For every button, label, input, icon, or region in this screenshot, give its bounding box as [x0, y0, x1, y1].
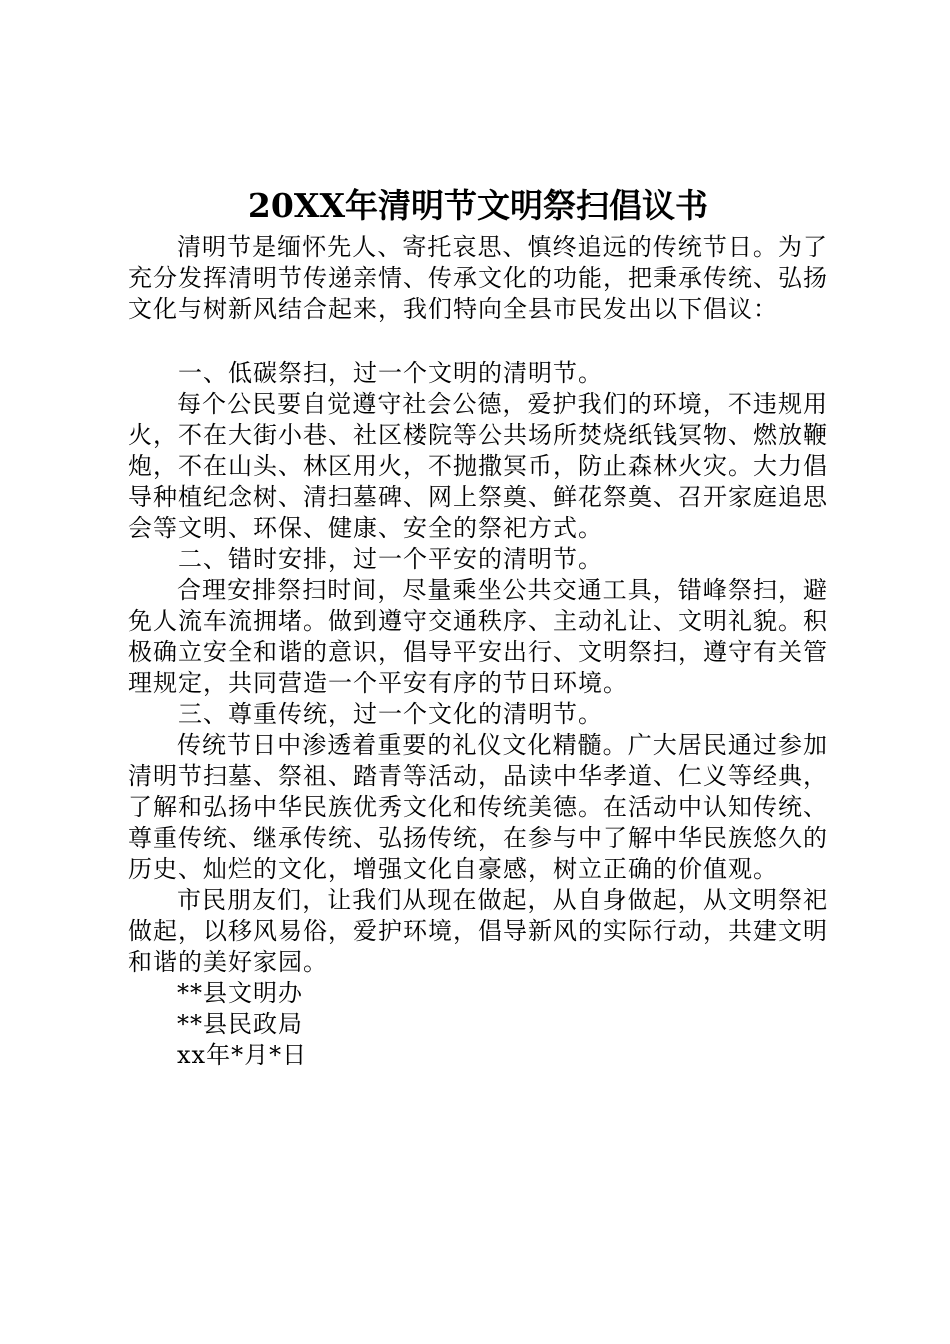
- section-body-2: 合理安排祭扫时间，尽量乘坐公共交通工具，错峰祭扫，避免人流车流拥堵。做到遵守交通秩序、主动礼让、文明礼貌。积极确立安全和谐的意识，倡导平安出行、文明祭扫，遵守有关管理规定，共同营造一个平安有序的节日环境。: [128, 576, 828, 697]
- signature-bureau: **县民政局: [177, 1010, 303, 1038]
- document: [128, 182, 828, 1071]
- document-title: 20XX年清明节文明祭扫倡议书: [247, 186, 709, 225]
- section-heading-3: 三、尊重传统，过一个文化的清明节。: [178, 700, 603, 728]
- signature-date: xx年*月*日: [177, 1041, 308, 1069]
- section-body-3: 传统节日中渗透着重要的礼仪文化精髓。广大居民通过参加清明节扫墓、祭祖、踏青等活动，品读中华孝道、仁义等经典，了解和弘扬中华民族优秀文化和传统美德。在活动中认知传统、尊重传统、继承传统、弘扬传统，在参与中了解中华民族悠久的历史、灿烂的文化，增强文化自豪感，树立正确的价值观。: [128, 731, 828, 883]
- section-heading-2: 二、错时安排，过一个平安的清明节。: [178, 545, 603, 573]
- intro-paragraph: 清明节是缅怀先人、寄托哀思、慎终追远的传统节日。为了充分发挥清明节传递亲情、传承文化的功能，把秉承传统、弘扬文化与树新风结合起来，我们特向全县市民发出以下倡议：: [128, 233, 828, 323]
- signature-office: **县文明办: [177, 979, 303, 1007]
- section-heading-1: 一、低碳祭扫，过一个文明的清明节。: [178, 359, 603, 387]
- section-body-1: 每个公民要自觉遵守社会公德，爱护我们的环境，不违规用火，不在大街小巷、社区楼院等公共场所焚烧纸钱冥物、燃放鞭炮，不在山头、林区用火，不抛撒冥币，防止森林火灾。大力倡导种植纪念树、清扫墓碑、网上祭奠、鲜花祭奠、召开家庭追思会等文明、环保、健康、安全的祭祀方式。: [128, 390, 828, 542]
- closing-paragraph: 市民朋友们，让我们从现在做起，从自身做起，从文明祭祀做起，以移风易俗，爱护环境，倡导新风的实际行动，共建文明和谐的美好家园。: [128, 886, 828, 976]
